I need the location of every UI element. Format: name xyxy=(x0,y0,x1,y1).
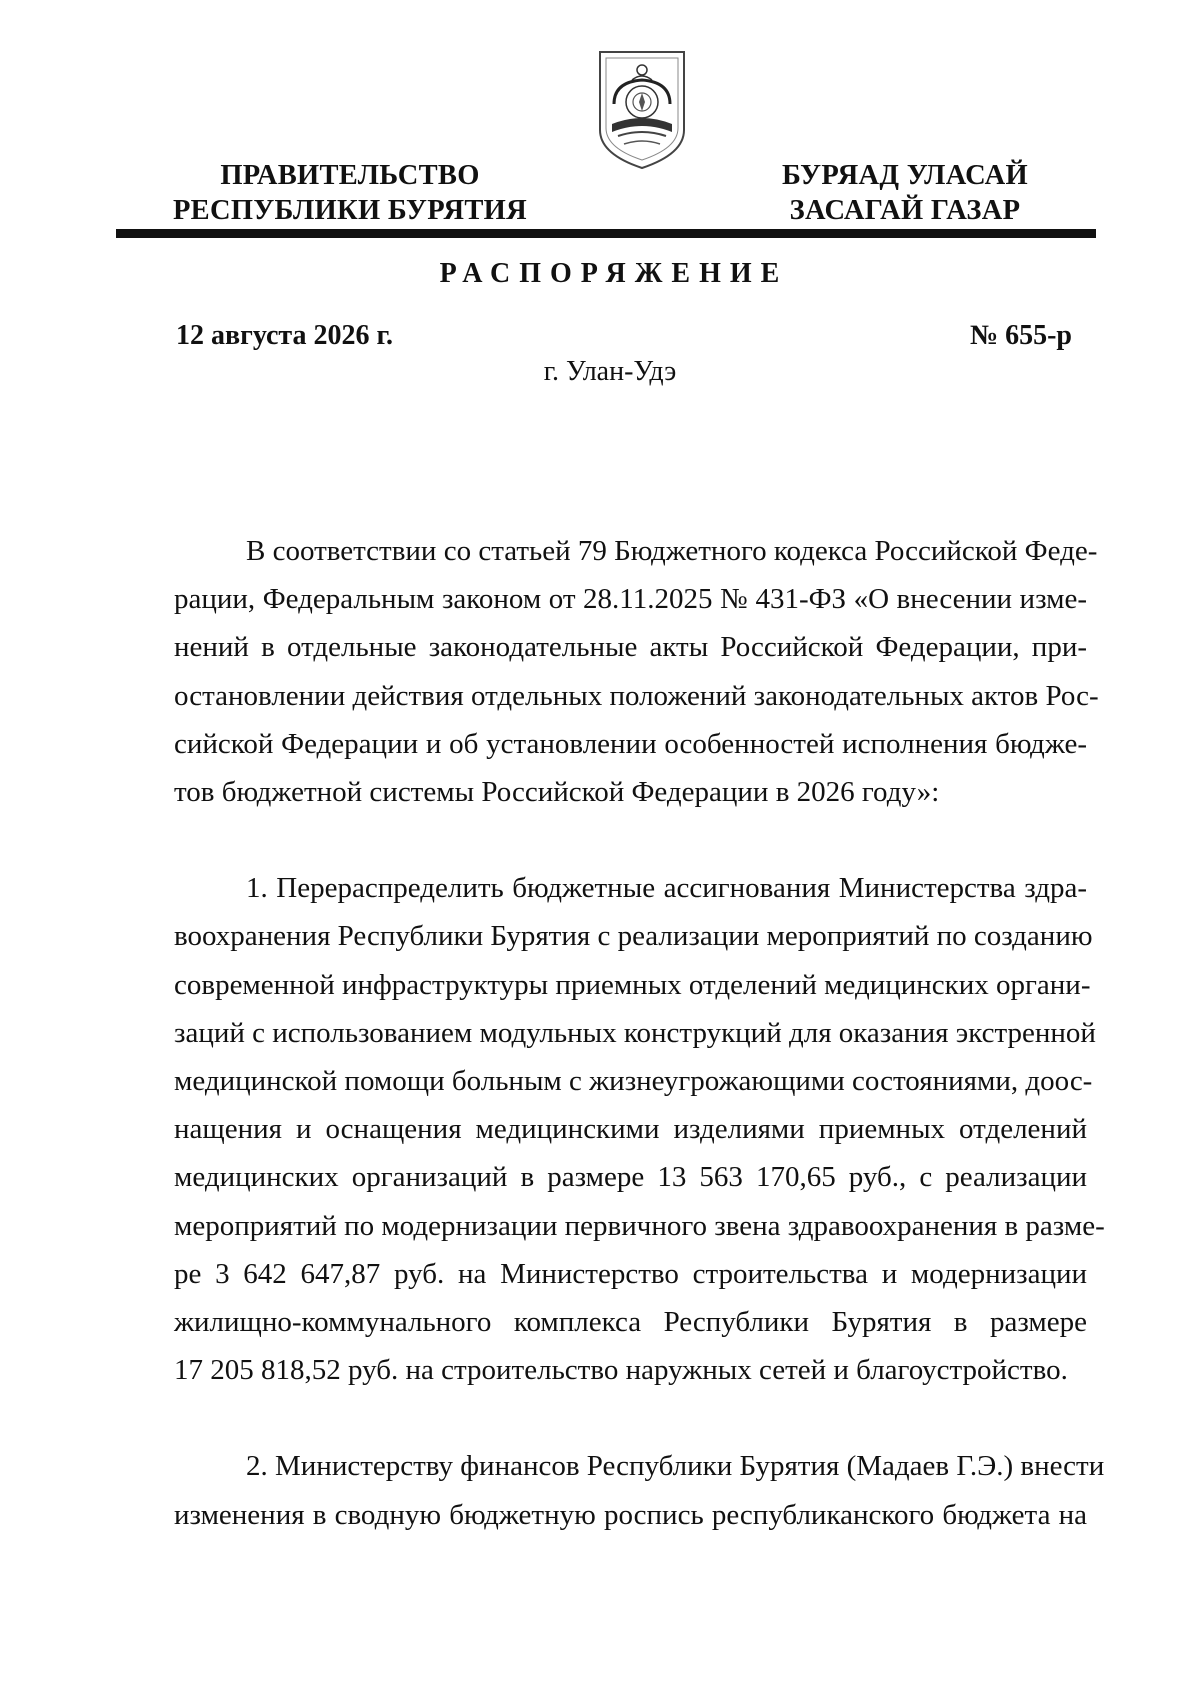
preamble-line: остановлении действия отдельных положений законодательных актов Рос- xyxy=(174,679,1099,712)
preamble-line: В соответствии со статьей 79 Бюджетного кодекса Российской Феде- xyxy=(246,535,1098,567)
item-1-line: современной инфраструктуры приемных отделений медицинских органи- xyxy=(174,968,1091,1001)
preamble-paragraph xyxy=(174,527,1099,816)
preamble-line: сийской Федерации и об установлении особенностей исполнения бюдже- xyxy=(174,727,1087,760)
item-1-line: ре 3 642 647,87 руб. на Министерство строительства и модернизации xyxy=(174,1257,1087,1290)
item-2-line: 2. Министерству финансов Республики Бурятия (Мадаев Г.Э.) внести xyxy=(246,1450,1105,1483)
item-1-line: жилищно-коммунального комплекса Республики Бурятия в размере xyxy=(174,1306,1087,1339)
header-divider xyxy=(116,229,1096,238)
item-1-line: 17 205 818,52 руб. на строительство наружных сетей и благоустройство. xyxy=(174,1354,1068,1387)
item-1-line: медицинских организаций в размере 13 563 170,65 руб., с реализации xyxy=(174,1161,1087,1194)
document-number: № 655-р xyxy=(969,320,1072,351)
org-left-line2: РЕСПУБЛИКИ БУРЯТИЯ xyxy=(172,195,528,226)
document-type: РАСПОРЯЖЕНИЕ xyxy=(439,258,789,289)
document-date: 12 августа 2026 г. xyxy=(176,320,394,351)
item-1-line: воохранения Республики Бурятия с реализации мероприятий по созданию xyxy=(174,920,1093,953)
item-1-line: мероприятий по модернизации первичного звена здравоохранения в разме- xyxy=(174,1209,1105,1242)
item-1-paragraph xyxy=(174,864,1105,1394)
preamble-line: тов бюджетной системы Российской Федерации в 2026 году»: xyxy=(174,776,940,809)
document-body xyxy=(174,527,1105,1539)
item-1-line: нащения и оснащения медицинскими изделиями приемных отделений xyxy=(174,1113,1087,1146)
item-2-line: изменения в сводную бюджетную роспись республиканского бюджета на xyxy=(174,1498,1087,1531)
item-1-line: 1. Перераспределить бюджетные ассигнования Министерства здра- xyxy=(246,872,1087,905)
preamble-line: рации, Федеральным законом от 28.11.2025 № 431-ФЗ «О внесении изме- xyxy=(174,583,1087,616)
org-name-buryat xyxy=(762,158,1048,228)
preamble-line: нений в отдельные законодательные акты Российской Федерации, при- xyxy=(174,631,1087,664)
org-left-line1: ПРАВИТЕЛЬСТВО xyxy=(220,160,480,191)
coat-of-arms-icon xyxy=(592,46,692,174)
item-2-paragraph xyxy=(174,1442,1105,1538)
item-1-line: медицинской помощи больным с жизнеугрожающими состояниями, доос- xyxy=(174,1065,1093,1098)
item-1-line: заций с использованием модульных конструкций для оказания экстренной xyxy=(174,1016,1096,1049)
org-name-russian xyxy=(170,158,530,228)
org-right-line1: БУРЯАД УЛАСАЙ xyxy=(781,160,1028,191)
document-city: г. Улан-Удэ xyxy=(543,356,677,387)
org-right-line2: ЗАСАГАЙ ГАЗАР xyxy=(789,195,1021,226)
